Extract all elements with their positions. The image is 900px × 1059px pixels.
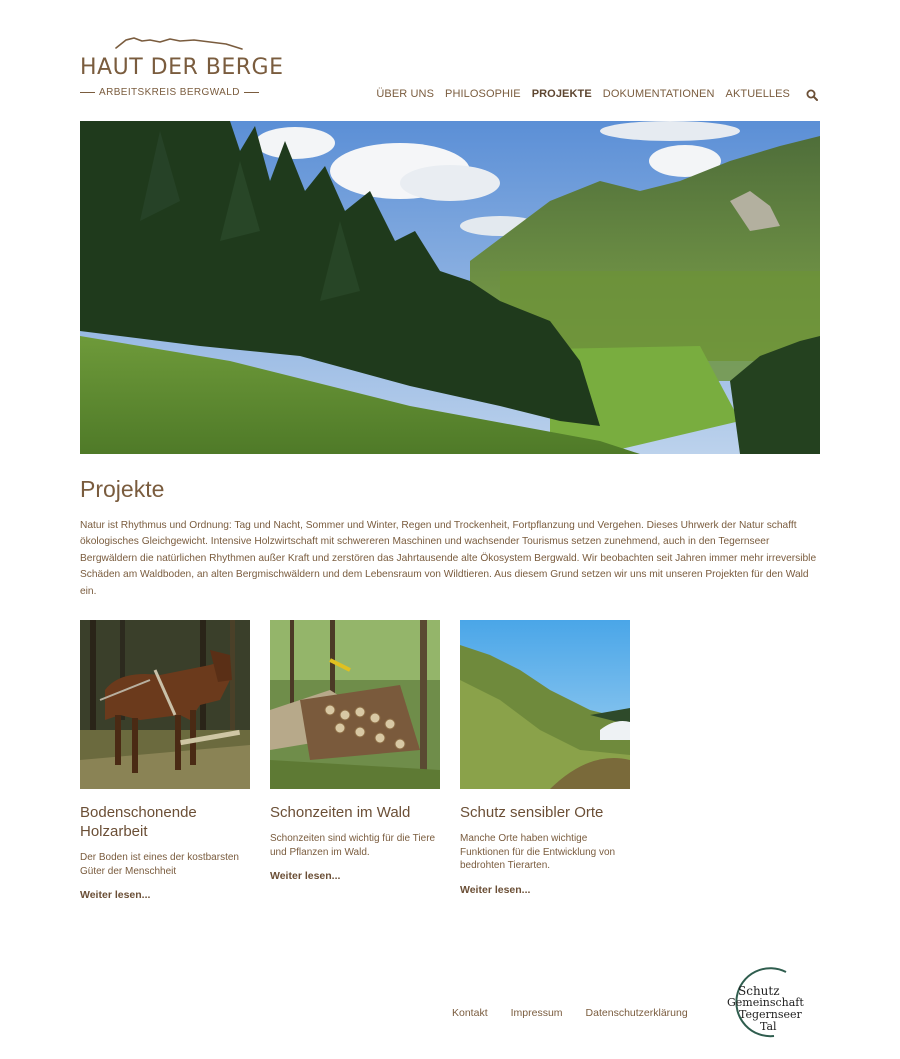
nav-item-dokumentationen[interactable]: DOKUMENTATIONEN: [602, 88, 715, 100]
logo-word-tegernseer: Tegernseer: [739, 1008, 802, 1021]
timber-pile-image[interactable]: [270, 620, 440, 789]
site-logo[interactable]: [80, 34, 282, 104]
horse-logging-image[interactable]: [80, 620, 250, 789]
read-more-link[interactable]: Weiter lesen...: [460, 883, 531, 896]
logo-word-tal: Tal: [760, 1020, 777, 1033]
card-text: Schonzeiten sind wichtig für die Tiere und Pflanzen im Wald.: [270, 833, 436, 858]
read-more-link[interactable]: Weiter lesen...: [270, 870, 341, 882]
logo-title: HAUT DER BERGE: [80, 55, 284, 80]
logo-word-gemeinschaft: Gemeinschaft: [727, 996, 804, 1009]
card-text: Manche Orte haben wichtige Funktionen für die Entwicklung von bedrohten Tierarten.: [460, 833, 616, 871]
intro-text: Natur ist Rhythmus und Ordnung: Tag und Nacht, Sommer und Winter, Regen und Trockenheit, Fortpflanzung und Vergehen. Dieses Uhrwerk der Natur schafft ökologisches Gleichgewicht. Intensive Holzwirtschaft mit schwereren Maschinen und wachsender Tourismus setzen zunehmend, auch in den Tegernseer Bergwäldern die natürlichen Rhythmen außer Kraft und zerstören das Jahrtausende alte Ökosystem Bergwald. Wir beobachten seit Jahren immer mehr irreversible Schäden am Waldboden, an alten Bergmischwäldern und dem Lebensraum von Wildtieren. Aus diesem Grund setzen wir uns mit unseren Projekten für den Wald ein.: [80, 520, 817, 597]
nav-item-ueber-uns[interactable]: ÜBER UNS: [376, 88, 435, 100]
logo-subtitle-text: ARBEITSKREIS BERGWALD: [99, 87, 240, 98]
read-more-link[interactable]: Weiter lesen...: [80, 889, 151, 901]
project-card: [270, 620, 440, 901]
schutzgemeinschaft-logo[interactable]: [714, 966, 814, 1038]
card-text: Der Boden ist eines der kostbarsten Güter der Menschheit: [80, 852, 239, 877]
search-icon[interactable]: [806, 88, 820, 102]
footer-link-kontakt[interactable]: Kontakt: [452, 1007, 488, 1019]
logo-dash-left: [80, 92, 95, 93]
project-cards: [80, 620, 650, 901]
card-title[interactable]: Schutz sensibler Orte: [460, 804, 604, 821]
card-title[interactable]: Bodenschonende Holzarbeit: [80, 804, 197, 840]
footer-link-impressum[interactable]: Impressum: [510, 1007, 563, 1019]
nav-item-philosophie[interactable]: PHILOSOPHIE: [445, 88, 521, 100]
nav-item-projekte[interactable]: PROJEKTE: [531, 88, 592, 100]
project-card: [80, 620, 250, 901]
logo-subtitle: [80, 87, 282, 98]
card-title[interactable]: Schonzeiten im Wald: [270, 804, 411, 821]
hero-image: [80, 121, 820, 454]
project-card: [460, 620, 630, 901]
footer-link-datenschutz[interactable]: Datenschutzerklärung: [585, 1007, 688, 1019]
mountain-outline-icon: [114, 34, 244, 52]
alpine-meadow-image[interactable]: [460, 620, 630, 789]
footer-links: [452, 1007, 711, 1019]
main-nav: [365, 87, 820, 101]
logo-dash-right: [244, 92, 259, 93]
page-title: Projekte: [80, 476, 165, 502]
logo-word-schutz: Schutz: [738, 984, 780, 998]
nav-item-aktuelles[interactable]: AKTUELLES: [725, 88, 790, 100]
